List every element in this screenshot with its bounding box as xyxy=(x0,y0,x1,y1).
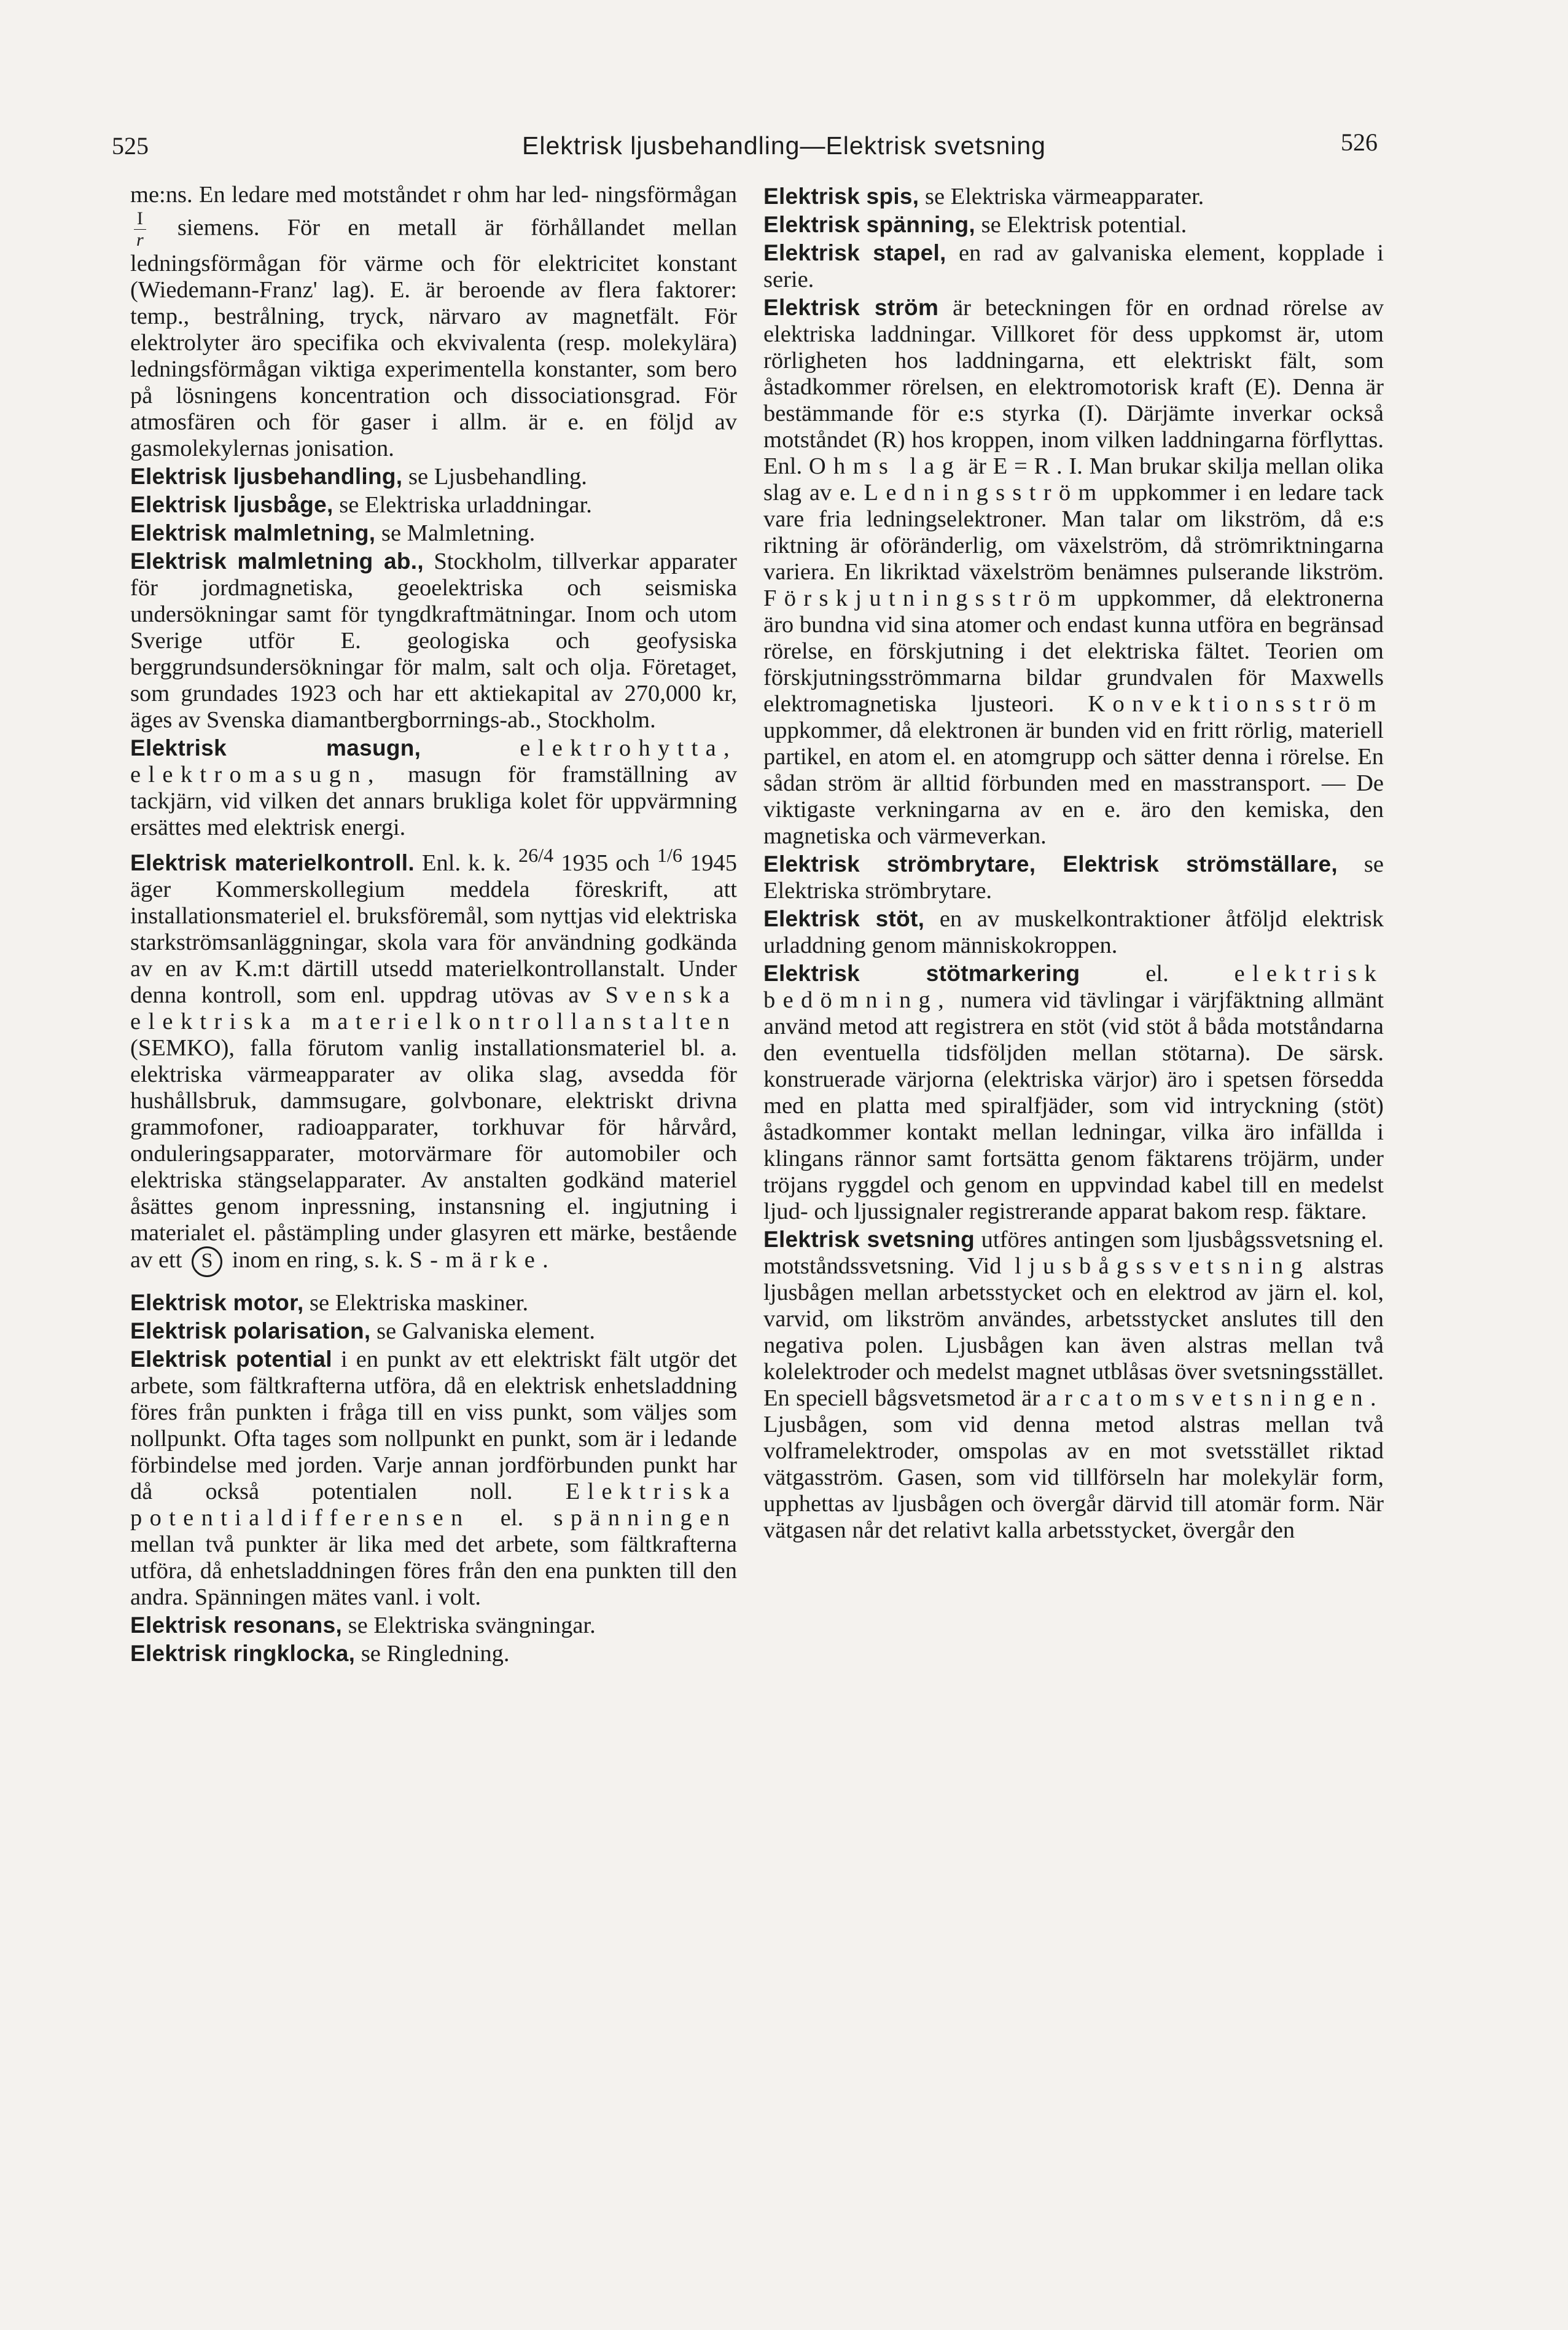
entry-spanning: Elektrisk spänning, se Elektrisk potential. xyxy=(763,212,1187,238)
right-column xyxy=(763,183,1384,1545)
fraction: $\frac{I}{r}$ xyxy=(134,208,146,251)
s-mark-icon: S xyxy=(192,1246,222,1277)
entry-ljusbage: Elektrisk ljusbåge, se Elektriska urladdningar. xyxy=(130,492,592,518)
entry-materielkontroll: Elektrisk materielkontroll. Enl. k. k. $^{26/4}$ 1935 och $^{1/6}$ 1945 äger Kommerskollegium meddela föreskrift, att installationsmateriel el. bruksföremål, som nyttjas vid elektriska starkströmsanläggningar, skola vara för användning godkända av en av K.m:t därtill utsedd materielkontrollanstalt. Under denna kontroll, som enl. uppdrag utövas av Svenska elektriska materielkontrollanstalten (SEMKO), falla förutom vanlig installationsmateriel bl. a. elektriska värmeapparater av olika slag, avsedda för hushållsbruk, dammsugare, golvbonare, elektriskt drivna grammofoner, radioapparater, torkhuvar för hårvård, onduleringsapparater, motorvärmare för automobiler och elektriska stängselapparater. Av anstalten godkänd materiel åsättes genom inpressning, instansning el. ingjutning i materialet el. påstämpling under glasyren ett märke, bestående av ett S inom en ring, s. k. S-märke. xyxy=(130,842,737,1277)
entry-ljusbehandling: Elektrisk ljusbehandling, se Ljusbehandling. xyxy=(130,464,587,490)
entry-strombrytare: Elektrisk strömbrytare, Elektrisk strömställare, se Elektriska strömbrytare. xyxy=(763,851,1384,904)
entry-ringklocka: Elektrisk ringklocka, se Ringledning. xyxy=(130,1640,510,1667)
entry-motor: Elektrisk motor, se Elektriska maskiner. xyxy=(130,1289,529,1316)
running-head: Elektrisk ljusbehandling—Elektrisk svetsning xyxy=(522,131,1046,160)
entry-masugn: Elektrisk masugn, elektrohytta, elektromasugn, masugn för framställning av tackjärn, vid vilken det annars brukliga kolet för uppvärmning ersättes med elektrisk energi. xyxy=(130,735,738,840)
entry-polarisation: Elektrisk polarisation, se Galvaniska element. xyxy=(130,1318,596,1344)
entry-spis: Elektrisk spis, se Elektriska värmeapparater. xyxy=(763,184,1204,209)
continued-paragraph: me:ns. En ledare med motståndet r ohm har led- ningsförmågan $\frac{I}{r}$ siemens. För en metall är förhållandet mellan ledningsförmågan för värme och för elektricitet konstant (Wiedemann-Franz' lag). E. är beroende av flera faktorer: temp., bestrålning, tryck, närvaro av magnetfält. För elektrolyter äro specifika och ekvivalenta (resp. molekylära) ledningsförmågan viktiga experimentella konstanter, som bero på lösningens koncentration och dissociationsgrad. För atmosfären och för gaser i allm. är e. en följd av gasmolekylernas jonisation. xyxy=(130,182,738,461)
entry-resonans: Elektrisk resonans, se Elektriska svängningar. xyxy=(130,1612,596,1638)
entry-malmletning-ab: Elektrisk malmletning ab., Stockholm, tillverkar apparater för jordmagnetiska, geoelektriska och seismiska undersökningar samt för tyngdkraftmätningar. Inom och utom Sverige utför E. geologiska och geofysiska berggrundsundersökningar för malm, salt och olja. Företaget, som grundades 1923 och har ett aktiekapital av 270,000 kr, äges av Svenska diamantbergborrnings-ab., Stockholm. xyxy=(130,549,737,733)
entry-stapel: Elektrisk stapel, en rad av galvaniska element, kopplade i serie. xyxy=(763,240,1384,292)
entry-malmletning: Elektrisk malmletning, se Malmletning. xyxy=(130,520,536,546)
entry-potential: Elektrisk potential i en punkt av ett elektriskt fält utgör det arbete, som fältkrafterna utföra, då en elektrisk enhetsladdning föres från punkten i fråga till en viss punkt, som väljes som nollpunkt. Ofta tages som nollpunkt en punkt, som är i ledande förbindelse med jorden. Varje annan jordförbunden punkt har då också potentialen noll. Elektriska potentialdifferensen el. spänningen mellan två punkter är lika med det arbete, som fältkrafterna utföra, då enhetsladdningen föres från den ena punkten till den andra. Spänningen mätes vanl. i volt. xyxy=(130,1346,737,1610)
left-column xyxy=(130,182,737,1668)
entry-strom: Elektrisk ström är beteckningen för en ordnad rörelse av elektriska laddningar. Villkoret för dess uppkomst är, utom rörligheten hos laddningarna, ett elektriskt fält, som åstadkommer rörelsen, en elektromotorisk kraft (E). Denna är bestämmande för e:s styrka (I). Därjämte inverkar också motståndet (R) hos kroppen, inom vilken laddningarna förflyttas. Enl. Ohms lag är E = R . I. Man brukar skilja mellan olika slag av e. Ledningsström uppkommer i en ledare tack vare fria ledningselektroner. Man talar om likström, då e:s riktning är oföränderlig, om växelström, då strömriktningarna variera. En likriktad växelström benämnes pulserande likström. Förskjutningsström uppkommer, då elektronerna äro bundna vid sina atomer och endast kunna utföra en begränsad rörelse, en förskjutning i det elektriska fältet. Teorien om förskjutningsströmmarna bildar grundvalen för Maxwells elektromagnetiska ljusteori. Konvektionsström uppkommer, då elektronen är bunden vid en fritt rörlig, materiell partikel, en atom el. en atomgrupp och sätter denna i rörelse. En sådan ström är alltid förbunden med en masstransport. — De viktigaste verkningarna av en e. äro den kemiska, den magnetiska och värmeverkan. xyxy=(763,295,1384,849)
entry-stot: Elektrisk stöt, en av muskelkontraktioner åtföljd elektrisk urladdning genom människokroppen. xyxy=(763,906,1384,958)
page-number-left: 525 xyxy=(112,132,149,160)
entry-svetsning: Elektrisk svetsning utföres antingen som ljusbågssvetsning el. motståndssvetsning. Vid ljusbågssvetsning alstras ljusbågen mellan arbetsstycket och en elektrod av järn el. kol, varvid, om likström användes, arbetsstycket anslutes till den negativa polen. Ljusbågen kan även alstras mellan två kolelektroder och medelst magnet utblåsas över svetsningsstället. En speciell bågsvetsmetod är arcatomsvetsningen. Ljusbågen, som vid denna metod alstras mellan två volframelektroder, omspolas av en mot svetsstället riktad vätgasström. Gasen, som vid tillförseln har molekylär form, upphettas av ljusbågen och övergår därvid till atomär form. När vätgasen når det relativt kalla arbetsstycket, övergår den xyxy=(763,1227,1384,1543)
entry-stotmarkering: Elektrisk stötmarkering el. elektrisk bedömning, numera vid tävlingar i värjfäktning allmänt använd metod att registrera en stöt (vid stöt å båda motståndarna den eventuella tidsföljden mellan stötarna). De särsk. konstruerade värjorna (elektriska värjor) äro i spetsen försedda med en platta med spiralfjäder, som vid intryckning (stöt) åstadkommer kontakt mellan ledningar, vilka äro infällda i klingans rännor samt fortsätta genom fäktarens tröjärm, under tröjans ryggdel och genom en uppvindad kabel till en medelst ljud- och ljussignaler registrerande apparat bakom resp. fäktare. xyxy=(763,961,1384,1224)
page-number-right: 526 xyxy=(1341,128,1378,156)
